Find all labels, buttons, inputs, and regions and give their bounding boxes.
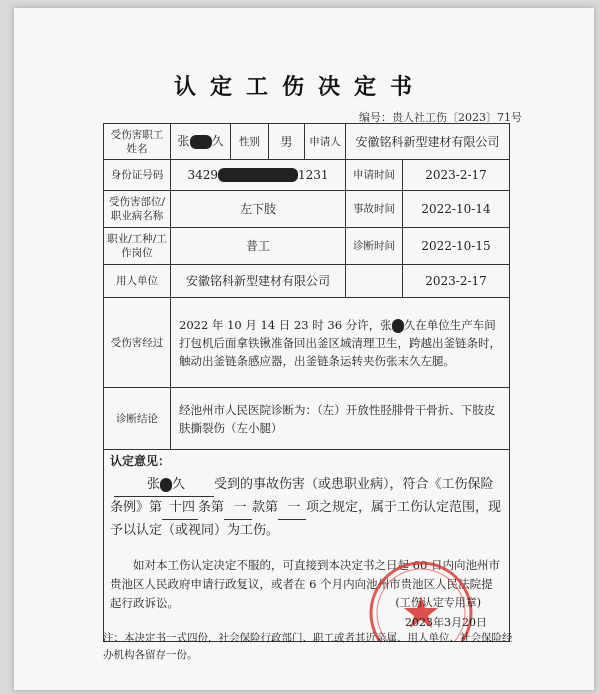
injury-part-value: 左下肢 [171,191,346,228]
document-title: 认定工伤决定书 [173,74,426,100]
article-number: 十四 [162,497,198,520]
diagnosis-time-cell [346,228,510,265]
name-value: 张 久 [171,124,231,160]
redaction-mark [190,135,212,149]
table-row [104,265,510,298]
redaction-mark [160,478,172,492]
table-row [104,160,510,191]
opinion-name: 张 久 [114,474,214,497]
employer-time-cell [346,265,510,298]
footer-note: 注：本决定书一式四份，社会保险行政部门、职工或者其近亲属、用人单位、社会保险经办机构各留存一份。 [103,632,513,661]
clause-number: 一 [224,497,252,520]
apply-time-label: 申请时间 [346,160,403,190]
diagnosis-time-label: 诊断时间 [346,228,403,264]
process-label: 受伤害经过 [104,298,171,388]
table-row [104,298,510,388]
apply-time-value: 2023-2-17 [425,168,487,182]
gender-label: 性别 [231,124,269,160]
opinion-heading: 认定意见： [110,454,171,468]
name-label: 受伤害职工姓名 [104,124,171,160]
table-row [104,191,510,228]
diagnosis-text: 经池州市人民医院诊断为：（左）开放性胫腓骨干骨折、下肢皮肤撕裂伤（左小腿） [171,388,510,450]
employer-label: 用人单位 [104,265,171,298]
applicant-value: 安徽铭科新型建材有限公司 [346,124,510,160]
table-row [104,388,510,450]
injury-part-label: 受伤害部位/职业病名称 [104,191,171,228]
seal-label: (工伤认定专用章) [395,596,481,609]
employer-time-value: 2023-2-17 [425,274,487,288]
item-number: 一 [278,497,306,520]
accident-time-cell [346,191,510,228]
table-row [104,228,510,265]
process-text: 2022 年 10 月 14 日 23 时 36 分许，张 久在单位生产车间打包机后面拿铁锹准备回出釜区域清理卫生，跨越出釜链条时，触动出釜链条感应器，出釜链条运转夹伤张末久左腿。 [171,298,510,388]
id-label: 身份证号码 [104,160,171,191]
appeal-text: 如对本工伤认定决定不服的，可直接到本决定书之日起 60 日内向池州市贵池区人民政府申请行政复议，或者在 6 个月内向池州市贵池区人民法院提起行政诉讼。 [110,558,500,610]
table-row [104,450,510,642]
apply-time-cell [346,160,510,191]
accident-time-value: 2022-10-14 [421,202,491,216]
table-row [104,124,510,160]
injury-info-table [103,123,510,642]
opinion-text: 张 久 受到的事故伤害（或患职业病），符合《工伤保险条例》第 十四 条第 一 款第 一 项之规定，属于工伤认定范围，现予以认定（或视同）为工伤。 [110,474,503,542]
job-label: 职业/工种/工作岗位 [104,228,171,265]
opinion-section [104,450,510,642]
decision-date: 2023年3月20日 [405,616,487,629]
accident-time-label: 事故时间 [346,191,403,227]
diagnosis-label: 诊断结论 [104,388,171,450]
diagnosis-time-value: 2022-10-15 [421,239,491,253]
employer-value: 安徽铭科新型建材有限公司 [171,265,346,298]
applicant-label: 申请人 [305,124,346,160]
redaction-mark [392,319,404,333]
id-value: 3429 1231 [171,160,346,191]
document-number: 编号：贵人社工伤〔2023〕71号 [359,111,522,124]
job-value: 普工 [171,228,346,265]
gender-value: 男 [269,124,305,160]
redaction-mark [218,168,298,182]
